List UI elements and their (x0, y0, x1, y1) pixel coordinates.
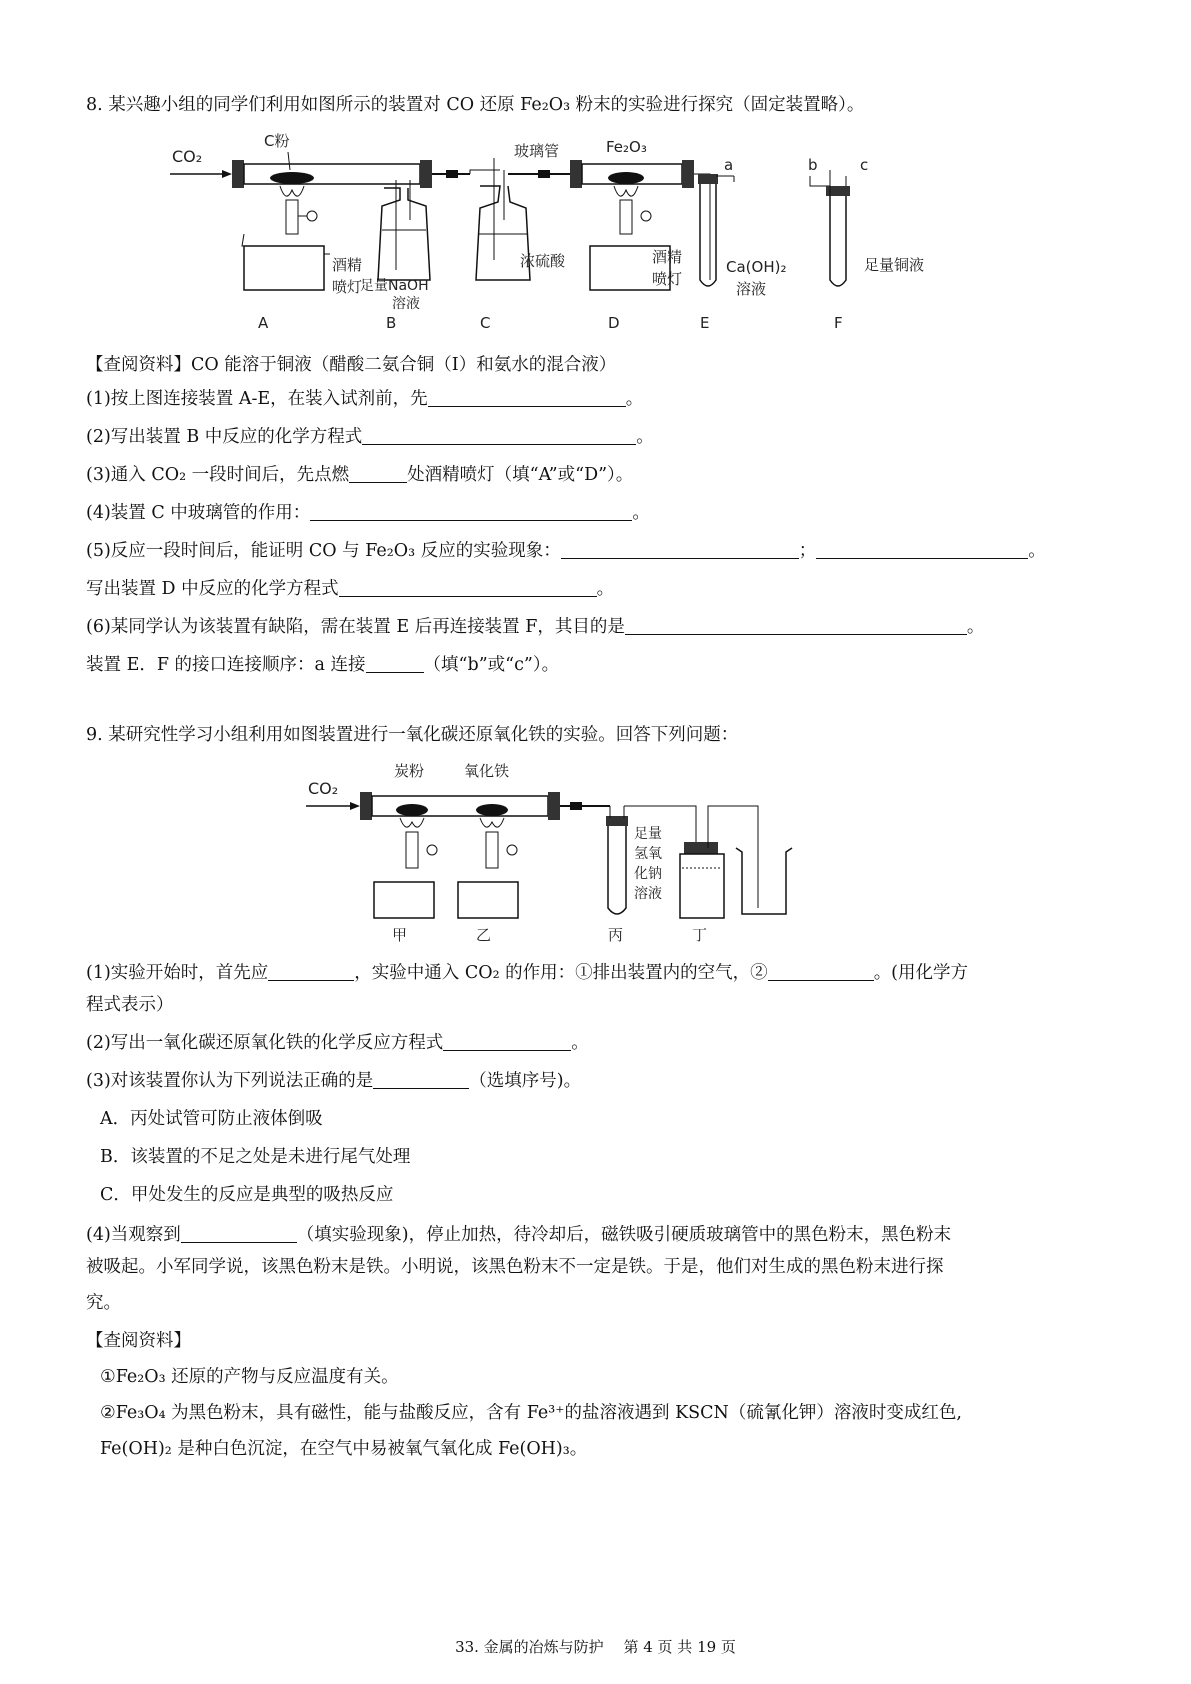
q9-option-a: A．丙处试管可防止液体倒吸 (100, 1109, 323, 1129)
svg-text:足量: 足量 (634, 826, 662, 842)
svg-text:浓硫酸: 浓硫酸 (520, 252, 566, 270)
q8-apparatus-diagram (170, 130, 960, 340)
q9-part4-line2: 被吸起。小军同学说，该黑色粉末是铁。小明说，该黑色粉末不一定是铁。于是，他们对生成的黑色粉末进行探 (86, 1257, 944, 1277)
svg-text:Ca(OH)₂: Ca(OH)₂ (726, 258, 787, 276)
q8-label-c: C (480, 314, 491, 332)
q8-co2-label: CO₂ (172, 147, 203, 166)
svg-text:喷灯: 喷灯 (332, 278, 363, 296)
q9-part1-cont: 程式表示） (86, 995, 174, 1015)
q9-option-b: B．该装置的不足之处是未进行尾气处理 (100, 1147, 411, 1167)
q8-part2: (2)写出装置 B 中反应的化学方程式 。 (86, 427, 654, 447)
q9-label-bing: 丙 (608, 926, 624, 944)
q8-part5-equation: 写出装置 D 中反应的化学方程式 。 (86, 579, 615, 599)
q9-part4-line3: 究。 (86, 1293, 121, 1313)
q9-info-1: ①Fe₂O₃ 还原的产物与反应温度有关。 (100, 1367, 399, 1387)
q8-label-d: D (608, 314, 620, 332)
q9-part2: (2)写出一氧化碳还原氧化铁的化学反应方程式 。 (86, 1033, 589, 1053)
q8-stem: 8. 某兴趣小组的同学们利用如图所示的装置对 CO 还原 Fe₂O₃ 粉末的实验进行探究（固定装置略）。 (86, 95, 865, 115)
q8-part3: (3)通入 CO₂ 一段时间后，先点燃 处酒精喷灯（填“A”或“D”）。 (86, 465, 634, 485)
q9-part1: (1)实验开始时，首先应 ，实验中通入 CO₂ 的作用：①排出装置内的空气，② 。(用化学方 (86, 963, 969, 983)
q9-co2-label: CO₂ (308, 779, 339, 798)
svg-text:酒精: 酒精 (652, 248, 683, 266)
q9-info-3: Fe(OH)₂ 是种白色沉淀，在空气中易被氧气氧化成 Fe(OH)₃。 (100, 1439, 588, 1459)
q9-label-jia: 甲 (392, 926, 408, 944)
svg-text:酒精: 酒精 (332, 256, 363, 274)
q8-part5: (5)反应一段时间后，能证明 CO 与 Fe₂O₃ 反应的实验现象： ； 。 (86, 541, 1046, 561)
q8-label-e: E (700, 314, 710, 332)
q8-port-b-label: b (808, 156, 818, 174)
svg-text:喷灯: 喷灯 (652, 270, 683, 288)
svg-text:溶液: 溶液 (392, 296, 420, 312)
q8-label-f: F (834, 314, 843, 332)
q8-part6-connection: 装置 E．F 的接口连接顺序：a 连接 （填“b”或“c”）。 (86, 655, 560, 675)
q8-port-c-label: c (860, 156, 869, 174)
q8-part4: (4)装置 C 中玻璃管的作用： 。 (86, 503, 650, 523)
q8-c-powder-label: C粉 (264, 132, 290, 150)
svg-text:化钠: 化钠 (634, 866, 662, 882)
q9-part4: (4)当观察到 （填实验现象)，停止加热，待冷却后，磁铁吸引硬质玻璃管中的黑色粉末，黑色粉末 (86, 1225, 952, 1245)
svg-text:足量铜液: 足量铜液 (864, 256, 925, 274)
q9-stem: 9. 某研究性学习小组利用如图装置进行一氧化碳还原氧化铁的实验。回答下列问题： (86, 725, 739, 745)
q9-carbon-label: 炭粉 (394, 762, 425, 780)
q8-label-b: B (386, 314, 397, 332)
svg-text:溶液: 溶液 (634, 886, 662, 902)
q8-port-a-label: a (724, 156, 734, 174)
q8-info: 【查阅资料】CO 能溶于铜液（醋酸二氨合铜（I）和氨水的混合液） (86, 355, 617, 375)
svg-text:足量NaOH: 足量NaOH (360, 278, 429, 294)
q9-info-2: ②Fe₃O₄ 为黑色粉末，具有磁性，能与盐酸反应，含有 Fe³⁺的盐溶液遇到 KSCN（硫氰化钾）溶液时变成红色, (100, 1403, 962, 1423)
svg-text:玻璃管: 玻璃管 (514, 142, 560, 160)
q8-part6: (6)某同学认为该装置有缺陷，需在装置 E 后再连接装置 F，其目的是 。 (86, 617, 985, 637)
q8-fe2o3-label: Fe₂O₃ (606, 138, 647, 156)
svg-text:氢氧: 氢氧 (634, 846, 662, 862)
page-footer: 33. 金属的冶炼与防护 第 4 页 共 19 页 (455, 1638, 736, 1656)
q9-apparatus-diagram (306, 758, 826, 948)
svg-text:溶液: 溶液 (736, 280, 767, 298)
q9-part3: (3)对该装置你认为下列说法正确的是 （选填序号)。 (86, 1071, 582, 1091)
q9-iron-oxide-label: 氧化铁 (464, 762, 510, 780)
q9-info-title: 【查阅资料】 (86, 1331, 191, 1351)
q8-part1: (1)按上图连接装置 A-E，在装入试剂前，先 。 (86, 389, 644, 409)
q9-label-ding: 丁 (692, 926, 708, 944)
q9-option-c: C．甲处发生的反应是典型的吸热反应 (100, 1185, 394, 1205)
q9-label-yi: 乙 (476, 926, 492, 944)
q8-label-a: A (258, 314, 269, 332)
